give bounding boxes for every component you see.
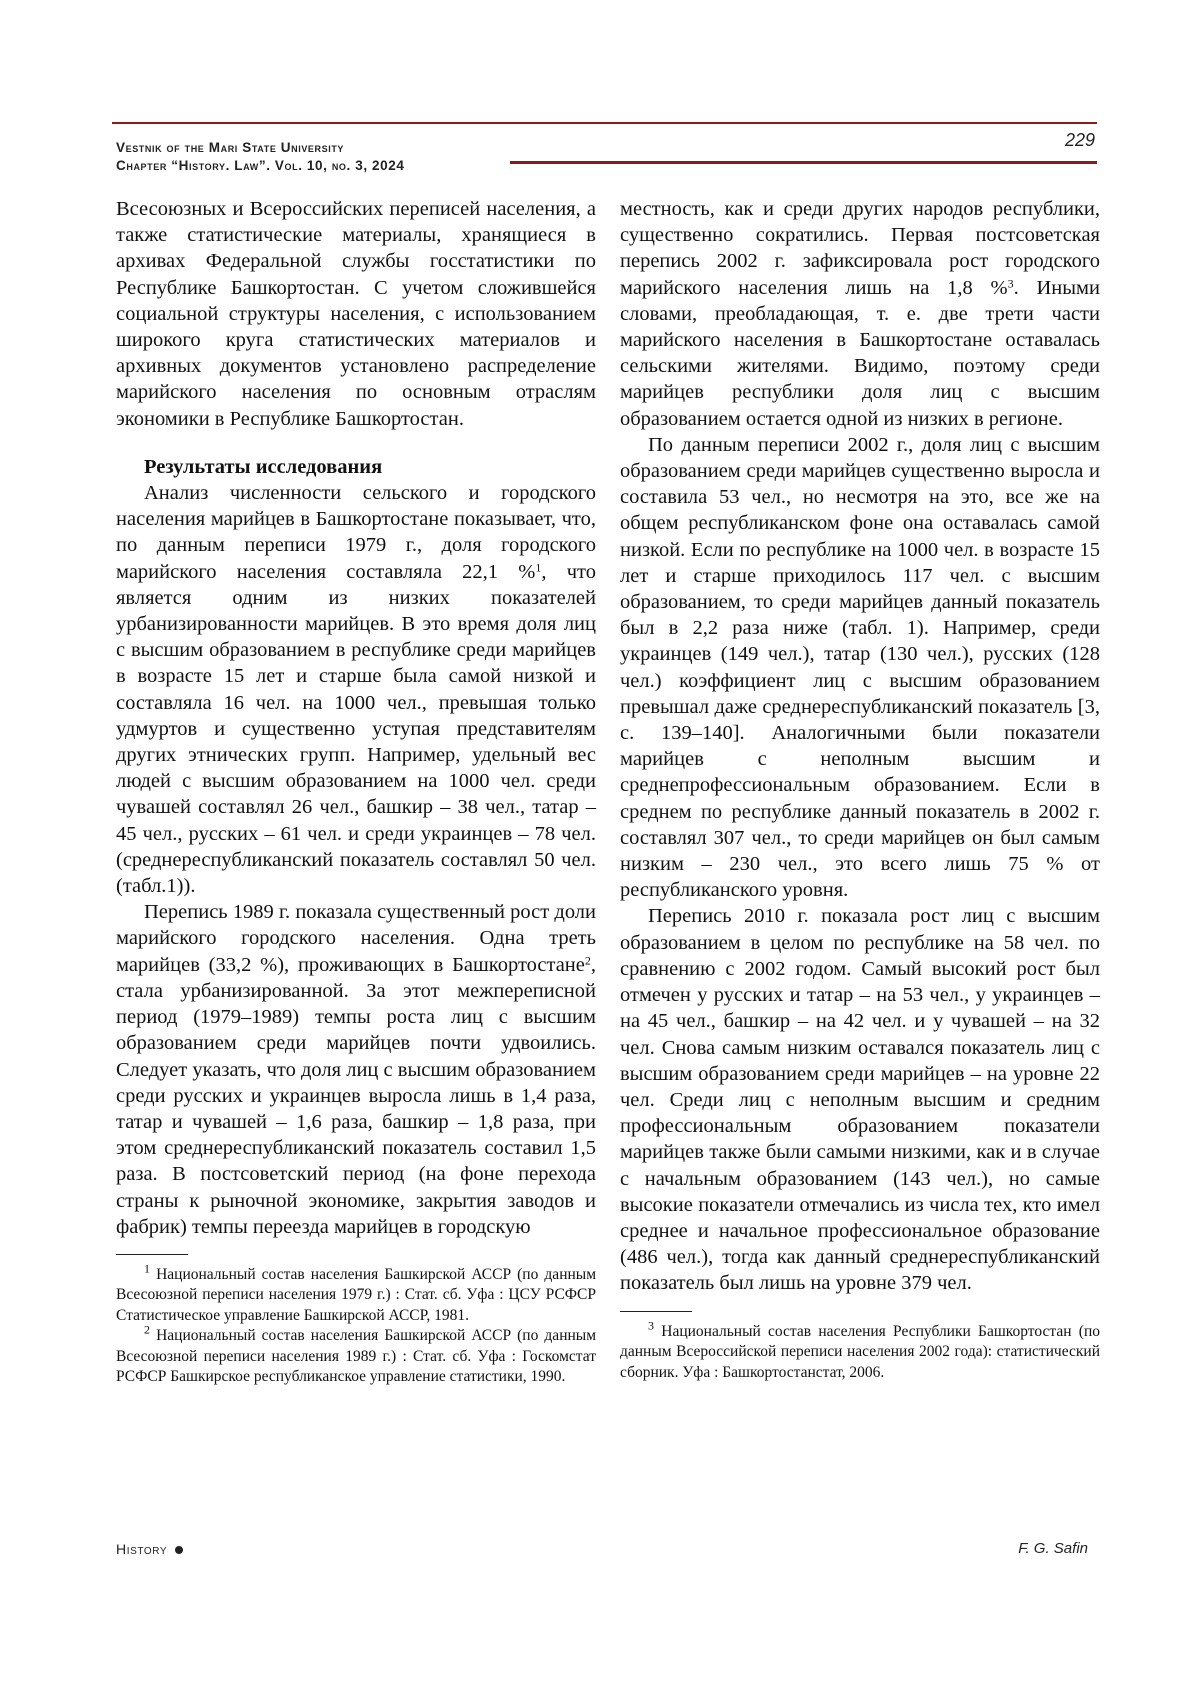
paragraph: Перепись 2010 г. показала рост лиц с высшим образованием в целом по республике на 58 чел. по сравнению с 2002 годом. Самый высокий рост был отмечен у русских и татар – на 53 чел., у украинцев – на 45 чел., башкир – на 42 чел. и у чувашей – на 32 чел. Снова самым низким оставался показатель лиц с высшим образованием среди марийцев – на уровне 22 чел. Среди лиц с неполным высшим и средним профессиональным образованием показатели марийцев также были самыми низкими, как и в случае с начальным образованием (143 чел.), но самые высокие показатели отмечались из числа тех, кто имел среднее и начальное профессиональное образование (486 чел.), тогда как данный среднереспубликанский показатель был лишь на уровне 379 чел. xyxy=(620,905,1100,1295)
section-heading: Результаты исследования xyxy=(144,455,383,478)
footnote-ref[interactable]: 3 xyxy=(1007,276,1014,291)
header-rule-bottom xyxy=(510,161,1097,164)
paragraph-text: . Иными словами, преобладающая, т. е. две трети части марийского населения в Башкортостане оставалась сельскими жителями. Видимо, поэтому среди марийцев республики доля лиц с высшим образованием остается одной из низких в регионе. xyxy=(620,276,1100,430)
footnote-number: 1 xyxy=(144,1261,150,1276)
footer-author: F. G. Safin xyxy=(1018,1540,1088,1557)
footnote-ref[interactable]: 2 xyxy=(584,953,591,968)
footnote-ref[interactable]: 1 xyxy=(535,560,542,575)
footer-section-label: History xyxy=(116,1541,168,1557)
footnote-text: Национальный состав населения Башкирской АССР (по данным Всесоюзной переписи населения 1989 г.) : Стат. сб. Уфа : Госкомстат РСФСР Башкирское республиканское управление статистики, 1990. xyxy=(116,1327,597,1386)
footnote xyxy=(620,1317,1100,1384)
paragraph xyxy=(116,480,596,899)
journal-title-line2: Chapter “History. Law”. Vol. 10, no. 3, 2024 xyxy=(116,158,405,173)
paragraph: Всесоюзных и Всероссийских переписей населения, а также статистические материалы, хранящиеся в архивах Федеральной службы госстатистики по Республике Башкортостан. С учетом сложившейся социальной структуры населения, с использованием широкого круга статистических материалов и архивных документов установлено распределение марийского населения по основным отраслям экономики в Республике Башкортостан. xyxy=(116,198,596,430)
page-number: 229 xyxy=(1064,130,1095,150)
footnote xyxy=(116,1322,597,1388)
journal-title xyxy=(116,139,404,175)
bullet-icon xyxy=(175,1546,183,1554)
paragraph xyxy=(116,899,596,1240)
paragraph-text: Анализ численности сельского и городского населения марийцев в Башкортостане показывает, что, по данным переписи 1979 г., доля городского марийского населения составляла 22,1 % xyxy=(116,482,596,583)
left-column xyxy=(116,196,596,1388)
footnote-text: Национальный состав населения Республики Башкортостан (по данным Всероссийской переписи населения 2002 года): статистический сборник. Уфа : Башкортостанстат, 2006. xyxy=(620,1322,1100,1381)
footnote-rule xyxy=(620,1311,692,1312)
footnote-rule xyxy=(116,1254,188,1255)
header-rule-top xyxy=(112,122,1097,124)
right-column xyxy=(620,196,1100,1383)
paragraph xyxy=(620,196,1100,432)
footer-section xyxy=(116,1541,183,1557)
paragraph: По данным переписи 2002 г., доля лиц с высшим образованием среди марийцев существенно выросла и составила 53 чел., но несмотря на это, все же на общем республиканском фоне она оставалась самой низкой. Если по республике на 1000 чел. в возрасте 15 лет и старше приходилось 117 чел. с высшим образованием, то среди марийцев данный показатель был в 2,2 раза ниже (табл. 1). Например, среди украинцев (149 чел.), татар (130 чел.), русских (128 чел.) коэффициент лиц с высшим образованием превышал даже среднереспубликанский показатель [3, с. 139–140]. Аналогичными были показатели марийцев с неполным высшим и среднепрофессиональным образованием. Если в среднем по республике данный показатель в 2002 г. составлял 307 чел., то среди марийцев он был самым низким – 230 чел., это всего лишь 75 % от республиканского уровня. xyxy=(620,433,1100,902)
journal-title-line1: Vestnik of the Mari State University xyxy=(116,140,345,155)
footnote-number: 3 xyxy=(648,1317,654,1332)
paragraph-text: , что является одним из низких показателей урбанизированности марийцев. В это время доля лиц с высшим образованием в республике среди марийцев в возрасте 15 лет и старше была самой низкой и составляла 16 чел. на 1000 чел., превышая только удмуртов и существенно уступая представителям других этнических групп. Например, удельный вес людей с высшим образованием на 1000 чел. среди чувашей составлял 26 чел., башкир – 38 чел., татар – 45 чел., русских – 61 чел. и среди украинцев – 78 чел. (среднереспубликанский показатель составлял 50 чел. (табл.1)). xyxy=(116,560,596,898)
paragraph-text: местность, как и среди других народов республики, существенно сократились. Первая постсоветская перепись 2002 г. зафиксировала рост городского марийского населения лишь на 1,8 % xyxy=(620,198,1100,299)
paragraph-text: , стала урбанизированной. За этот межпереписной период (1979–1989) темпы роста лиц с высшим образованием среди марийцев почти удвоились. Следует указать, что доля лиц с высшим образованием среди русских и украинцев выросла лишь в 1,4 раза, татар и чувашей – 1,6 раза, башкир – 1,8 раза, при этом среднереспубликанский показатель составил 1,5 раза. В постсоветский период (на фоне перехода страны к рыночной экономике, закрытия заводов и фабрик) темпы переезда марийцев в городскую xyxy=(116,953,596,1238)
paragraph-text: Перепись 1989 г. показала существенный рост доли марийского городского населения. Одна треть марийцев (33,2 %), проживающих в Башкортостане xyxy=(116,901,596,976)
footnote xyxy=(116,1261,597,1327)
footnote-number: 2 xyxy=(144,1322,150,1337)
footnote-text: Национальный состав населения Башкирской АССР (по данным Всесоюзной переписи населения 1979 г.) : Стат. сб. Уфа : ЦСУ РСФСР Статистическое управление Башкирской АССР, 1981. xyxy=(116,1265,597,1324)
